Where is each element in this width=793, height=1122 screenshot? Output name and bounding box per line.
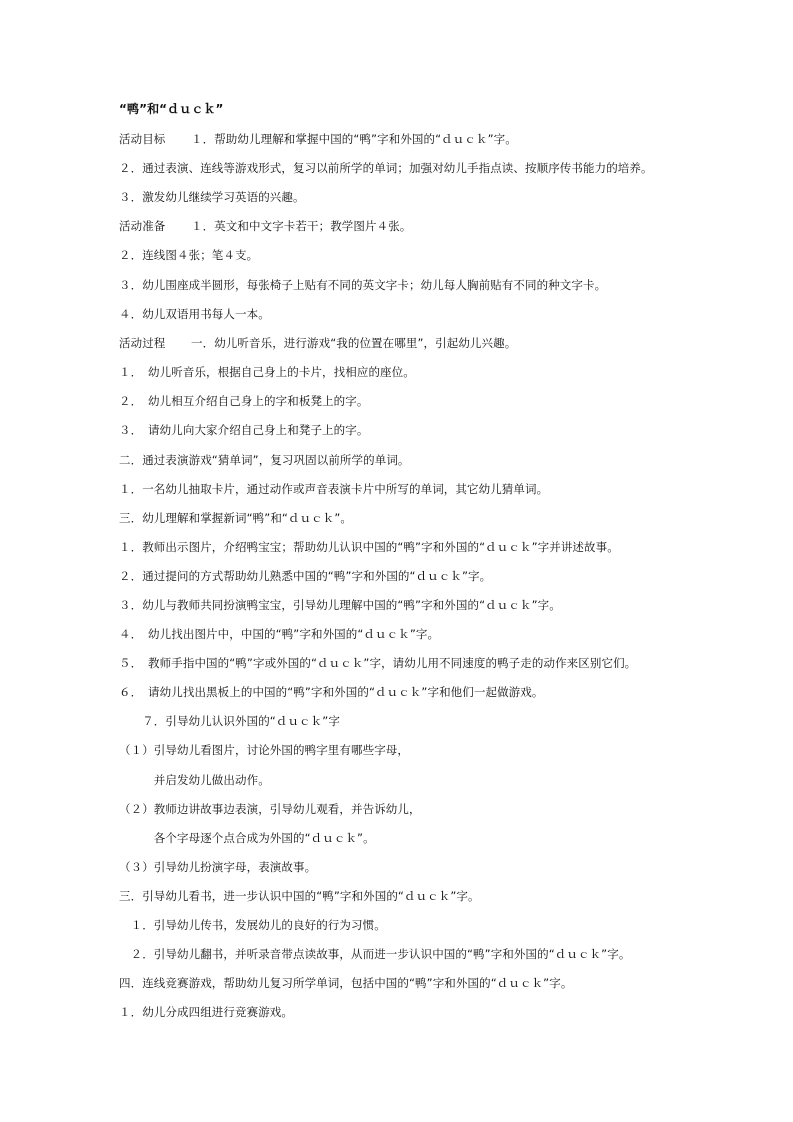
process-line: ４． 幼儿找出图片中，中国的“鸭”字和外国的“ｄｕｃｋ”字。 (119, 627, 440, 641)
objective-item: ３．激发幼儿继续学习英语的兴趣。 (119, 190, 305, 204)
preparation-label: 活动准备 (119, 219, 166, 233)
process-line: （３）引导幼儿扮演字母，表演故事。 (119, 860, 317, 874)
preparation-item: ３．幼儿围座成半圆形，每张椅子上贴有不同的英文字卡；幼儿每人胸前贴有不同的种文字卡。 (119, 278, 607, 292)
objective-item: １．帮助幼儿理解和掌握中国的“鸭”字和外国的“ｄｕｃｋ”字。 (191, 132, 517, 146)
preparation-item: １．英文和中文字卡若干；教学图片４张。 (191, 219, 412, 233)
process-line: 各个字母逐个点合成为外国的“ｄｕｃｋ”。 (119, 831, 375, 845)
process-line: 一．幼儿听音乐，进行游戏“我的位置在哪里”，引起幼儿兴趣。 (191, 336, 517, 350)
process-row-1 (119, 335, 516, 351)
process-line: 四．连线竞赛游戏，帮助幼儿复习所学单词，包括中国的“鸭”字和外国的“ｄｕｃｋ”字。 (119, 976, 573, 990)
objectives-row-1 (119, 131, 517, 147)
process-line: 二．通过表演游戏“猜单词”，复习巩固以前所学的单词。 (119, 453, 410, 467)
process-line: １．引导幼儿传书，发展幼儿的良好的行为习惯。 (119, 918, 386, 932)
objective-item: ２．通过表演、连线等游戏形式，复习以前所学的单词；加强对幼儿手指点读、按顺序传书能力的培养。 (119, 161, 653, 175)
process-line: ３． 请幼儿向大家介绍自己身上和凳子上的字。 (119, 423, 369, 437)
process-line: １．教师出示图片，介绍鸭宝宝；帮助幼儿认识中国的“鸭”字和外国的“ｄｕｃｋ”字并讲述故事。 (119, 540, 619, 554)
preparation-item: ４．幼儿双语用书每人一本。 (119, 307, 270, 321)
preparation-item: ２．连线图４张；笔４支。 (119, 248, 259, 262)
process-line: ５． 教师手指中国的“鸭”字或外国的“ｄｕｃｋ”字，请幼儿用不同速度的鸭子走的动作来区别它们。 (119, 656, 637, 670)
process-line: ７．引导幼儿认识外国的“ｄｕｃｋ”字 (119, 714, 340, 728)
document-title: “鸭”和“ｄｕｃｋ” (119, 102, 224, 116)
process-line: 并启发幼儿做出动作。 (119, 773, 270, 787)
process-line: （１）引导幼儿看图片，讨论外国的鸭字里有哪些字母， (119, 743, 409, 757)
process-line: １． 幼儿听音乐，根据自己身上的卡片，找相应的座位。 (119, 365, 415, 379)
process-line: ２． 幼儿相互介绍自己身上的字和板凳上的字。 (119, 394, 369, 408)
process-line: ３．幼儿与教师共同扮演鸭宝宝，引导幼儿理解中国的“鸭”字和外国的“ｄｕｃｋ”字。 (119, 598, 561, 612)
process-line: 三．幼儿理解和掌握新词“鸭”和“ｄｕｃｋ”。 (119, 511, 353, 525)
preparation-row-1 (119, 218, 411, 234)
process-line: １．一名幼儿抽取卡片，通过动作或声音表演卡片中所写的单词，其它幼儿猜单词。 (119, 482, 549, 496)
process-line: ６． 请幼儿找出黑板上的中国的“鸭”字和外国的“ｄｕｃｋ”字和他们一起做游戏。 (119, 685, 544, 699)
process-label: 活动过程 (119, 336, 166, 350)
process-line: ２．引导幼儿翻书，并听录音带点读故事，从而进一步认识中国的“鸭”字和外国的“ｄｕｃｋ”字。 (119, 947, 631, 961)
process-line: 三．引导幼儿看书，进一步认识中国的“鸭”字和外国的“ｄｕｃｋ”字。 (119, 889, 480, 903)
process-line: １．幼儿分成四组进行竞赛游戏。 (119, 1005, 293, 1019)
process-line: （２）教师边讲故事边表演，引导幼儿观看，并告诉幼儿， (119, 802, 421, 816)
process-line: ２．通过提问的方式帮助幼儿熟悉中国的“鸭”字和外国的“ｄｕｃｋ”字。 (119, 569, 492, 583)
objectives-label: 活动目标 (119, 132, 166, 146)
